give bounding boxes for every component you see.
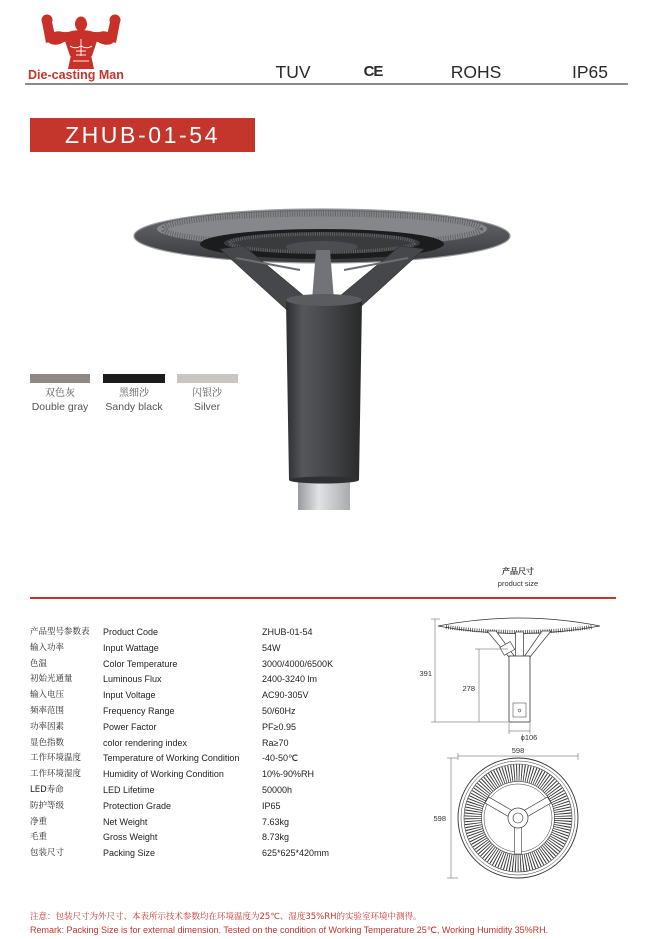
brand-name: Die-casting Man [28,68,124,82]
table-row [30,720,410,736]
dim-label-body-height: 278 [462,684,475,693]
dim-label-total-height: 391 [419,669,432,678]
swatch-double-gray [30,374,90,383]
note-cn: 注意：包装尺寸为外尺寸、本表所示技术参数均在环境温度为25℃、湿度35%RH的实验室环境中测得。 [30,912,422,922]
product-size-title-en: product size [497,579,539,588]
spec-label-en: Protection Grade [103,800,172,811]
spec-label-en: LED Lifetime [103,784,155,795]
spec-label-en: color rendering index [103,737,188,748]
table-row [30,657,410,673]
table-row [30,688,410,704]
product-code-title: ZHUB-01-54 [64,122,221,148]
table-row [30,799,410,815]
table-row [30,830,410,846]
dim-label-top-width: 598 [511,746,525,755]
spec-label-en: Net Weight [103,816,148,827]
spec-label-cn: 色温 [30,658,48,669]
swatch-label-cn: 双色灰 [45,388,75,399]
top-view-drawing [458,758,578,878]
spec-value: -40-50℃ [262,753,299,764]
spec-value: 2400-3240 lm [262,674,318,685]
spec-label-cn: 显色指数 [30,737,65,748]
spec-label-cn: 工作环境温度 [30,753,82,764]
spec-value: 7.63kg [262,816,290,827]
spec-label-cn: 初始光通量 [30,674,73,685]
swatch-label-cn: 闪银沙 [192,388,222,399]
spec-value: 625*625*420mm [262,848,330,859]
spec-label-en: Input Voltage [103,690,156,701]
spec-value: 10%-90%RH [262,769,315,780]
section-divider [30,597,616,599]
spec-label-cn: 输入电压 [30,690,65,701]
spec-label-en: Power Factor [103,721,157,732]
table-row [30,736,410,752]
table-row [30,751,410,767]
spec-value: ZHUB-01-54 [262,627,313,637]
table-row [30,641,410,657]
spec-label-cn: LED寿命 [30,784,64,795]
cert-ip65: IP65 [572,62,608,82]
spec-label-en: Input Wattage [103,642,159,653]
spec-label-cn: 防护等级 [30,800,65,811]
dimension-drawings [410,605,620,890]
table-row [30,625,410,641]
spec-label-en: Temperature of Working Condition [103,753,240,764]
spec-label-en: Product Code [103,627,159,637]
note-en: Remark: Packing Size is for external dimension. Tested on the condition of Working Temperature 25℃, Working Humidity 35%RH. [30,925,549,935]
spec-label-en: Frequency Range [103,705,175,716]
spec-label-cn: 功率因素 [30,721,65,732]
cert-ce-mark: CE [363,63,383,80]
spec-value: PF≥0.95 [262,721,296,732]
spec-value: IP65 [262,800,281,811]
muscle-man-logo-icon [38,12,124,70]
spec-value: AC90-305V [262,690,309,701]
cert-tuv: TUV [275,62,311,82]
header-divider [25,83,628,85]
spec-label-en: Gross Weight [103,832,158,843]
swatch-label-cn: 黑细沙 [119,388,149,399]
swatch-silver [177,374,238,383]
spec-value: 54W [262,642,281,653]
spec-value: 3000/4000/6500K [262,658,334,669]
spec-label-cn: 产品型号参数表 [30,627,90,637]
spec-value: 50/60Hz [262,705,296,716]
product-size-title-cn: 产品尺寸 [502,567,534,576]
spec-label-cn: 频率范围 [30,705,65,716]
table-row [30,672,410,688]
swatch-label-en: Double gray [31,401,89,413]
table-row [30,846,410,862]
cert-rohs: ROHS [450,62,502,82]
product-title-banner [30,118,255,152]
spec-label-en: Luminous Flux [103,674,162,685]
swatch-sandy-black [103,374,165,383]
spec-label-cn: 输入功率 [30,642,65,653]
table-row [30,815,410,831]
table-row [30,704,410,720]
lamp-body [286,294,362,484]
dim-label-top-depth: 598 [433,814,446,823]
spec-value: 50000h [262,784,293,795]
table-row [30,767,410,783]
spec-table [30,625,410,862]
spec-label-en: Packing Size [103,848,156,859]
garden-lamp-product-image [130,195,520,515]
side-view-drawing [438,618,600,722]
table-row [30,783,410,799]
swatch-label-en: Sandy black [105,401,163,413]
spec-label-cn: 毛重 [30,832,48,843]
dim-label-pole-diameter: ϕ106 [520,733,538,742]
spec-label-en: Color Temperature [103,658,178,669]
swatch-label-en: Silver [193,401,221,413]
spec-label-cn: 净重 [30,816,48,827]
spec-label-cn: 工作环境湿度 [30,769,82,780]
spec-value: 8.73kg [262,832,290,843]
spec-value: Ra≥70 [262,737,289,748]
spec-label-en: Humidity of Working Condition [103,769,224,780]
spec-label-cn: 包装尺寸 [30,848,65,859]
